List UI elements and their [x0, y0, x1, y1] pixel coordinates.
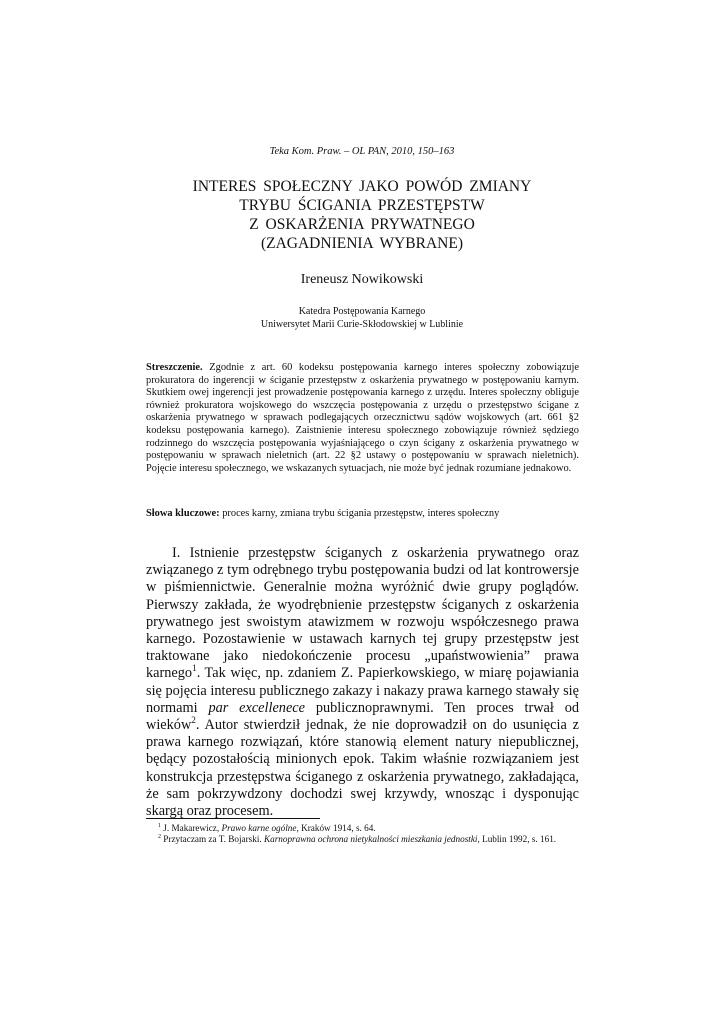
footnote-separator [146, 818, 320, 819]
abstract-label: Streszczenie. [146, 362, 203, 373]
body-text-segment: . Autor stwierdził jednak, że nie doprowadził on do usunięcia z prawa karnego rozwiązań, które stanowią element natury niepublicznej, będący pozostałością minionych epok. Takim właśnie rozwiązaniem jest konstrukcja przestępstwa ściganego z oskarżenia prywatnego, zakładająca, że sam pokrzywdzony dochodzi swej krzywdy, wnosząc i dysponując skargą oraz procesem. [146, 717, 579, 820]
footnote-title: Prawo karne ogólne, [221, 823, 299, 833]
affiliation-university: Uniwersytet Marii Curie-Skłodowskiej w Lublinie [260, 318, 464, 330]
footnote-text: Kraków 1914, s. 64. [298, 823, 376, 833]
body-text-segment: . Tak więc, np. zdaniem Z. Papierkowskiego, w miarę pojawiania się pojęcia interesu publicznego zakazy i nakazy prawa karnego stawały się normami [146, 665, 579, 716]
abstract [146, 362, 579, 475]
italic-phrase: par excellenece [208, 699, 305, 716]
footnote-ref[interactable]: 2 [191, 716, 196, 727]
body-text [146, 545, 579, 820]
keywords [146, 508, 579, 521]
title-line: Z OSKARŻENIA PRYWATNEGO [249, 216, 475, 233]
body-paragraph [146, 545, 579, 820]
paper-title [100, 177, 624, 253]
author-affiliation [0, 306, 724, 331]
title-line: TRYBU ŚCIGANIA PRZESTĘPSTW [239, 197, 485, 214]
body-text-segment: I. Istnienie przestępstw ściganych z oskarżenia prywatnego oraz związanego z tym odrębnego trybu postępowania budzi od lat kontrowersje w piśmiennictwie. Generalnie można wyróżnić dwie grupy poglądów. Pierwszy zakłada, że wyodrębnienie przestępstw ściganych z oskarżenia prywatnego jest swoistym atawizmem w rozwoju współczesnego prawa karnego. Pozostawienie w ustawach karnych tej grupy przestępstw jest traktowane jako niedokończenie procesu „upaństwowienia” prawa karnego [146, 545, 579, 682]
footnote [158, 823, 588, 834]
title-line: (ZAGADNIENIA WYBRANE) [260, 235, 464, 252]
body-text-segment: publicznoprawnymi. Ten proces trwał od wieków [146, 699, 579, 734]
keywords-text: proces karny, zmiana trybu ścigania przestępstw, interes społeczny [222, 508, 500, 519]
footnote-number: 2 [158, 833, 161, 840]
footnote-ref[interactable]: 1 [192, 664, 197, 675]
affiliation-department: Katedra Postępowania Karnego [298, 306, 426, 317]
footnote-text: Przytaczam za T. Bojarski. [160, 834, 264, 844]
footnote-number: 1 [158, 822, 161, 829]
abstract-text: Zgodnie z art. 60 kodeksu postępowania karnego interes społeczny zobowiązuje prokuratora do ingerencji w ściganie przestępstw z oskarżenia prywatnego w postępowaniu karnym. Skutkiem owej ingerencji jest prowadzenie postępowania karnego z urzędu. Interes społeczny obliguje również prokuratora wojskowego do wszczęcia postępowania z urzędu o przestępstwo ścigane z oskarżenia prywatnego w sprawach podlegających orzecznictwu sądów wojskowych (art. 661 §2 kodeksu postępowania karnego). Zaistnienie interesu społecznego zobowiązuje również sędziego rodzinnego do wszczęcia postępowania wyjaśniającego o czyn ścigany z oskarżenia prywatnego w postępowaniu w sprawach nieletnich (art. 22 §2 ustawy o postępowaniu w sprawach nieletnich). Pojęcie interesu społecznego, we wskazanych sytuacjach, nie może być jednak rozumiane jednakowo. [146, 362, 579, 474]
footnote-text: Lublin 1992, s. 161. [479, 834, 557, 844]
footnotes [158, 823, 588, 845]
footnote-text: J. Makarewicz, [160, 823, 222, 833]
journal-header: Teka Kom. Praw. – OL PAN, 2010, 150–163 [269, 146, 455, 157]
author-name: Ireneusz Nowikowski [300, 272, 424, 287]
footnote-title: Karnoprawna ochrona nietykalności mieszkania jednostki, [263, 834, 480, 844]
title-line: INTERES SPOŁECZNY JAKO POWÓD ZMIANY [192, 178, 532, 195]
keywords-label: Słowa kluczowe: [146, 508, 220, 519]
footnote [158, 834, 588, 845]
